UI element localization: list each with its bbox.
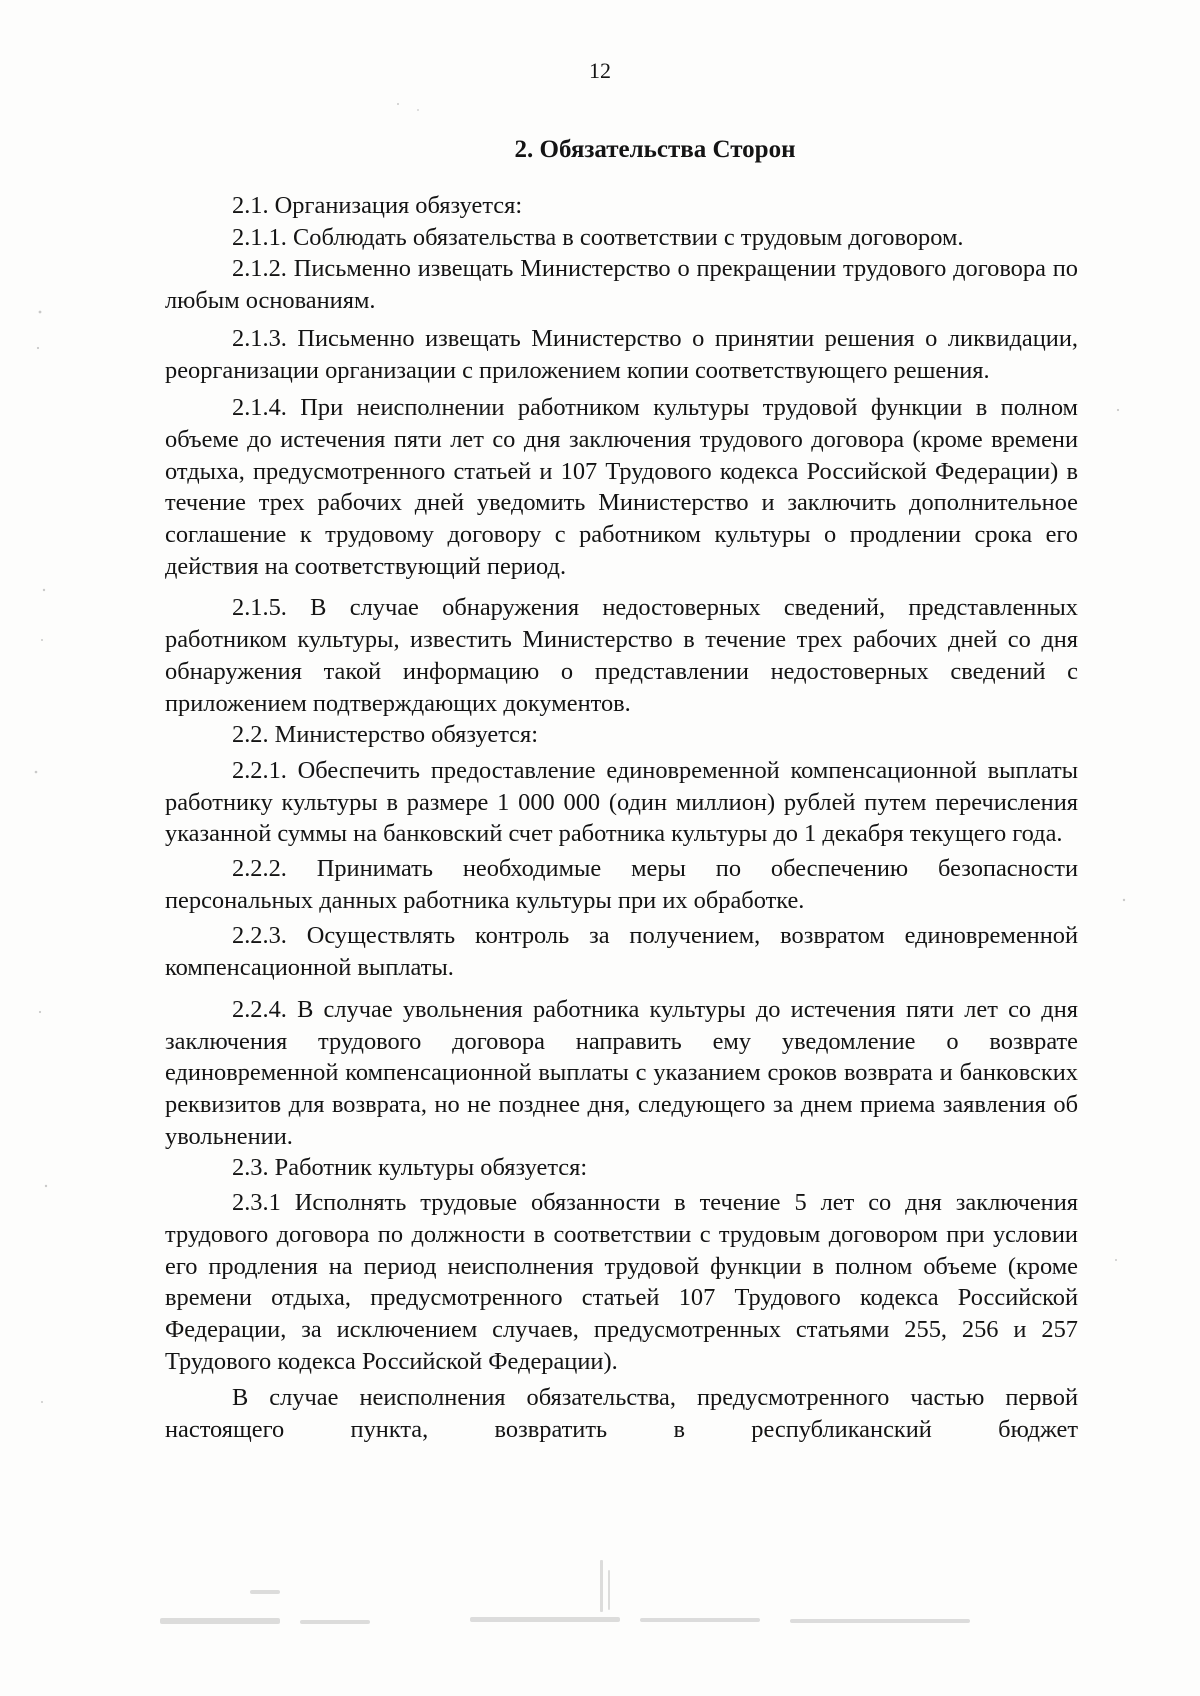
section-title: 2. Обязательства Сторон [514, 136, 796, 163]
paragraph-2-2: 2.2. Министерство обязуется: [232, 721, 538, 749]
paragraph-2-3: 2.3. Работник культуры обязуется: [232, 1154, 588, 1182]
paragraph-2-2-1: 2.2.1. Обеспечить предоставление единовременной компенсационной выплаты работнику культуры в размере 1 000 000 (один миллион) рублей путем перечисления указанной суммы на банковский счет работника культуры до 1 декабря текущего года. [165, 756, 1078, 848]
paragraph-2-1-2: 2.1.2. Письменно извещать Министерство о прекращении трудового договора по любым основаниям. [165, 255, 1078, 315]
page-number: 12 [589, 58, 611, 83]
paragraph-2-2-3: 2.2.3. Осуществлять контроль за получением, возвратом единовременной компенсационной выплаты. [165, 922, 1078, 982]
paragraph-2-2-4: 2.2.4. В случае увольнения работника культуры до истечения пяти лет со дня заключения трудового договора направить ему уведомление о возврате единовременной компенсационной выплаты с указанием сроков возврата и банковских реквизитов для возврата, но не позднее дня, следующего за днем приема заявления об увольнении. [165, 995, 1078, 1150]
paragraph-2-1-3: 2.1.3. Письменно извещать Министерство о принятии решения о ликвидации, реорганизации организации с приложением копии соответствующего решения. [165, 324, 1078, 384]
paragraph-2-1-5: 2.1.5. В случае обнаружения недостоверных сведений, представленных работником культуры, известить Министерство в течение трех рабочих дней со дня обнаружения такой информацию о представлении недостоверных сведений с приложением подтверждающих документов. [165, 594, 1078, 717]
paragraph-2-3-1: 2.3.1 Исполнять трудовые обязанности в течение 5 лет со дня заключения трудового договора по должности в соответствии с трудовым договором при условии его продления на период неисполнения трудовой функции в полном объеме (кроме времени отдыха, предусмотренного статьей 107 Трудового кодекса Российской Федерации, за исключением случаев, предусмотренных статьями 255, 256 и 257 Трудового кодекса Российской Федерации). [165, 1189, 1078, 1375]
paragraph-2-1-4: 2.1.4. При неисполнении работником культуры трудовой функции в полном объеме до истечения пяти лет со дня заключения трудового договора (кроме времени отдыха, предусмотренного статьей и 107 Трудового кодекса Российской Федерации) в течение трех рабочих дней уведомить Министерство и заключить дополнительное соглашение к трудовому договору с работником культуры о продлении срока его действия на соответствующий период. [165, 394, 1078, 580]
paragraph-2-1: 2.1. Организация обязуется: [232, 192, 523, 219]
paragraph-2-2-2: 2.2.2. Принимать необходимые меры по обеспечению безопасности персональных данных работника культуры при их обработке. [165, 855, 1078, 914]
document-body [165, 190, 1078, 1446]
paragraph-2-3-1-part-2: В случае неисполнения обязательства, предусмотренного частью первой настоящего пункта, возвратить в республиканский бюджет [165, 1384, 1078, 1444]
paragraph-2-1-1: 2.1.1. Соблюдать обязательства в соответствии с трудовым договором. [232, 223, 964, 251]
